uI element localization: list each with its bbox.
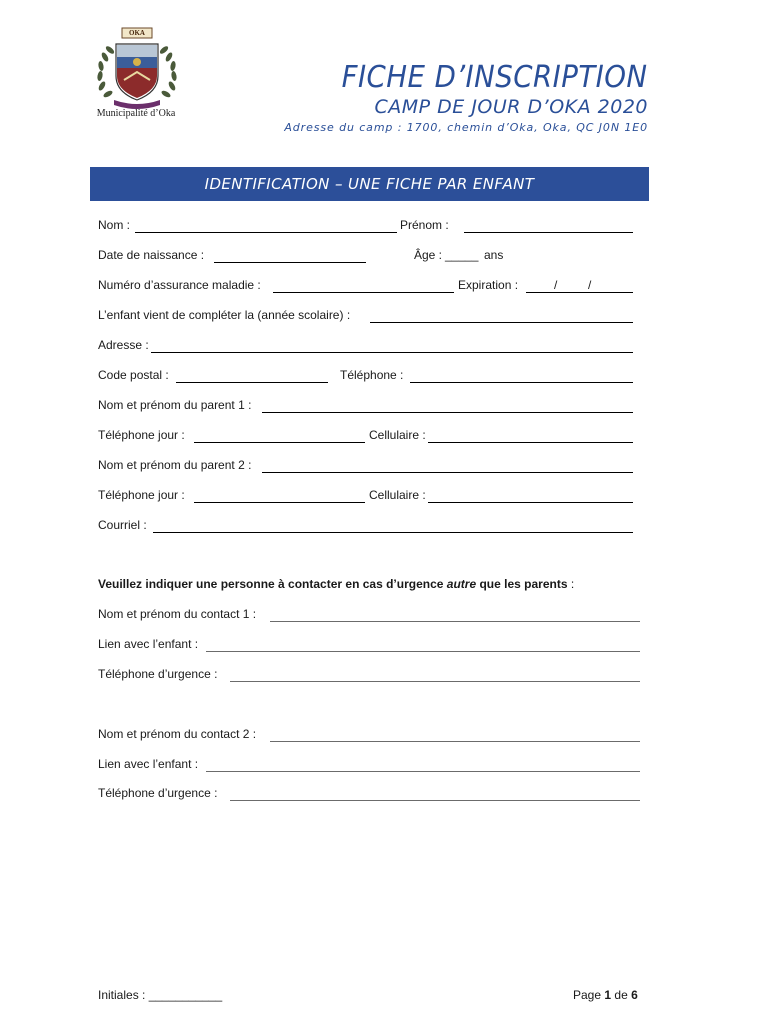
field-contact2-tel[interactable] (230, 800, 640, 801)
label-parent2: Nom et prénom du parent 2 : (98, 458, 252, 472)
field-parent1[interactable] (262, 412, 633, 413)
field-assurance[interactable] (273, 292, 454, 293)
label-cellulaire-2: Cellulaire : (369, 488, 426, 502)
page-word: Page (573, 988, 602, 1002)
field-nom[interactable] (135, 232, 397, 233)
row-naissance-age (98, 248, 633, 266)
label-initiales: Initiales : (98, 988, 146, 1002)
page-number (573, 988, 638, 1002)
section-banner-text: IDENTIFICATION – UNE FICHE PAR ENFANT (204, 175, 535, 193)
page-of: de (614, 988, 628, 1002)
label-contact2-tel: Téléphone d’urgence : (98, 786, 218, 800)
row-parent2 (98, 458, 633, 476)
urgence-intro-before: Veuillez indiquer une personne à contacter en cas d’urgence (98, 577, 447, 591)
expiration-slash-1: / (554, 278, 558, 292)
field-tel-jour-1[interactable] (194, 442, 365, 443)
field-contact1-name[interactable] (270, 621, 640, 622)
field-parent2[interactable] (262, 472, 633, 473)
label-annee-scolaire: L’enfant vient de compléter la (année scolaire) : (98, 308, 351, 322)
field-annee-scolaire[interactable] (370, 322, 633, 323)
label-contact1-tel: Téléphone d’urgence : (98, 667, 218, 681)
expiration-slash-2: / (588, 278, 592, 292)
row-contact1-lien (98, 637, 640, 655)
row-tel2 (98, 488, 633, 506)
row-code-postal (98, 368, 633, 386)
field-initiales[interactable]: ___________ (148, 988, 223, 1002)
urgence-intro-after: que les parents (476, 577, 568, 591)
label-expiration: Expiration : (458, 278, 519, 292)
field-expiration[interactable] (526, 292, 633, 293)
label-age: Âge : (414, 248, 443, 262)
page-title: FICHE D’INSCRIPTION (342, 60, 648, 95)
label-contact1-lien: Lien avec l’enfant : (98, 637, 199, 651)
row-tel1 (98, 428, 633, 446)
field-prenom[interactable] (464, 232, 633, 233)
logo-banner-text: OKA (129, 29, 145, 37)
field-courriel[interactable] (153, 532, 633, 533)
label-prenom: Prénom : (400, 218, 449, 232)
page-total: 6 (631, 988, 638, 1002)
footer-initiales (98, 988, 222, 1002)
urgence-intro-colon: : (567, 577, 575, 591)
row-contact2-tel (98, 786, 640, 804)
field-contact1-lien[interactable] (206, 651, 640, 652)
label-date-naissance: Date de naissance : (98, 248, 205, 262)
label-age-unit: ans (484, 248, 504, 262)
row-nom-prenom (98, 218, 633, 236)
label-courriel: Courriel : (98, 518, 147, 532)
label-contact1-name: Nom et prénom du contact 1 : (98, 607, 257, 621)
camp-address: Adresse du camp : 1700, chemin d’Oka, Oka, QC J0N 1E0 (284, 121, 648, 134)
field-telephone[interactable] (410, 382, 633, 383)
field-cellulaire-2[interactable] (428, 502, 633, 503)
page-current: 1 (604, 988, 612, 1002)
label-contact2-lien: Lien avec l’enfant : (98, 757, 199, 771)
label-nom: Nom : (98, 218, 131, 232)
row-adresse (98, 338, 633, 356)
section-banner (90, 167, 649, 201)
field-adresse[interactable] (151, 352, 633, 353)
field-tel-jour-2[interactable] (194, 502, 365, 503)
field-contact1-tel[interactable] (230, 681, 640, 682)
urgence-intro-emphasis: autre (446, 577, 477, 591)
label-code-postal: Code postal : (98, 368, 169, 382)
label-tel-jour-2: Téléphone jour : (98, 488, 185, 502)
field-contact2-lien[interactable] (206, 771, 640, 772)
label-contact2-name: Nom et prénom du contact 2 : (98, 727, 257, 741)
field-code-postal[interactable] (176, 382, 328, 383)
label-cellulaire-1: Cellulaire : (369, 428, 426, 442)
logo-caption: Municipalité d’Oka (96, 108, 176, 119)
label-parent1: Nom et prénom du parent 1 : (98, 398, 252, 412)
urgence-intro (98, 577, 574, 591)
row-contact2-name (98, 727, 640, 745)
label-assurance: Numéro d’assurance maladie : (98, 278, 261, 292)
label-tel-jour-1: Téléphone jour : (98, 428, 185, 442)
label-telephone: Téléphone : (340, 368, 404, 382)
label-adresse: Adresse : (98, 338, 149, 352)
field-cellulaire-1[interactable] (428, 442, 633, 443)
field-age[interactable]: _____ (445, 248, 479, 262)
row-courriel (98, 518, 633, 536)
field-contact2-name[interactable] (270, 741, 640, 742)
row-contact1-name (98, 607, 640, 625)
row-parent1 (98, 398, 633, 416)
row-contact1-tel (98, 667, 640, 685)
field-date-naissance[interactable] (214, 262, 366, 263)
row-contact2-lien (98, 757, 640, 775)
page-subtitle: CAMP DE JOUR D’OKA 2020 (374, 96, 648, 118)
row-annee-scolaire (98, 308, 633, 326)
row-assurance (98, 278, 633, 296)
